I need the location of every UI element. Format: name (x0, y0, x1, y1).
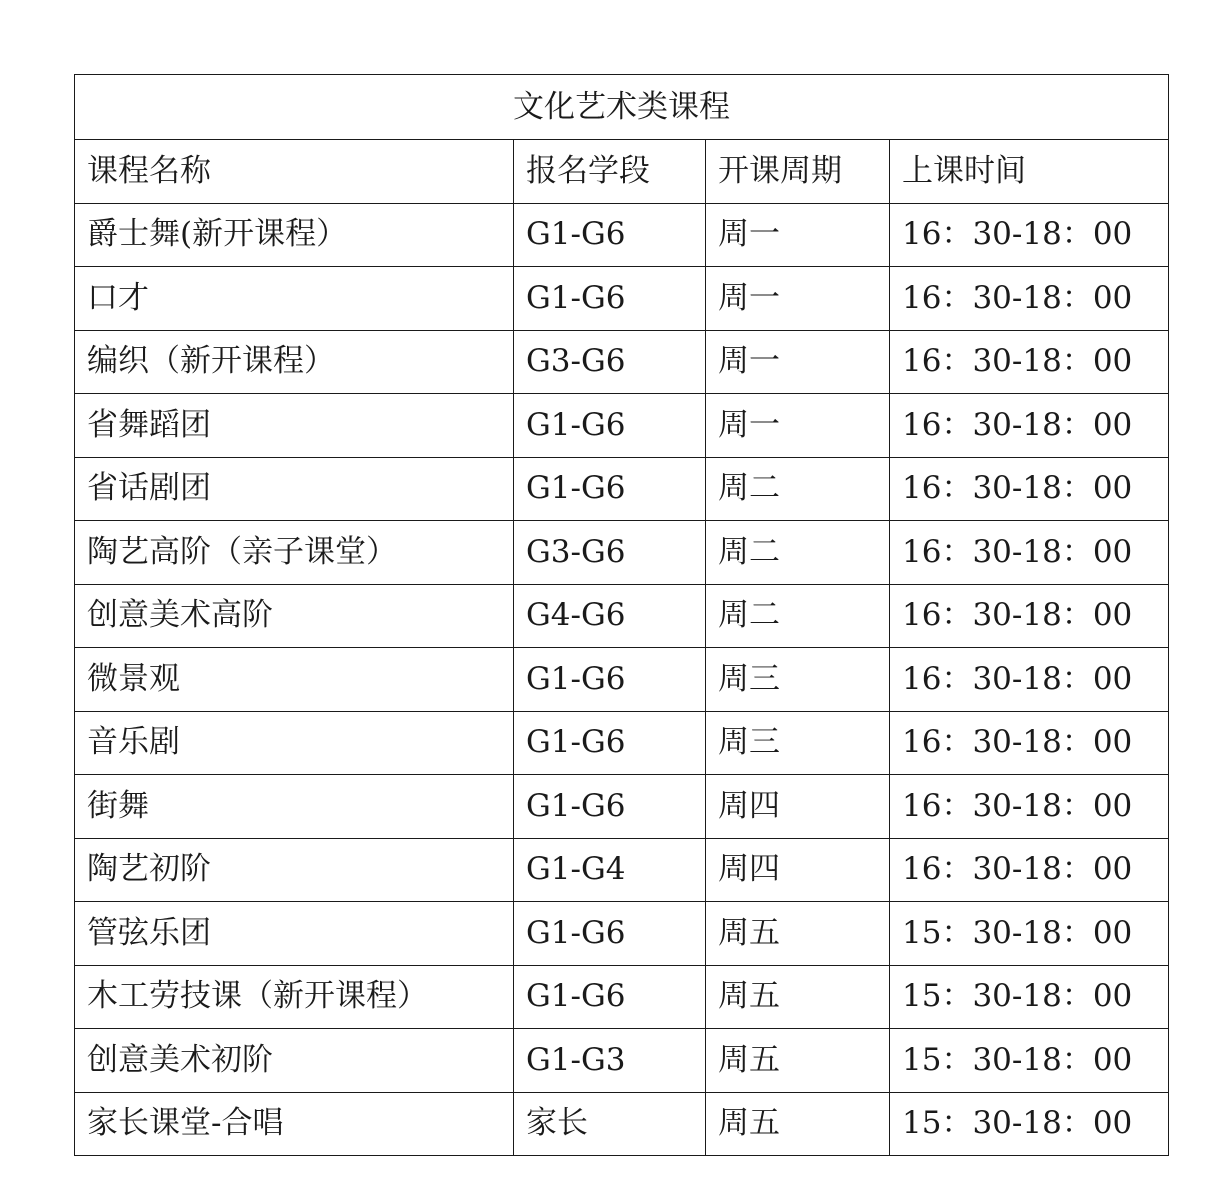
table-row (75, 521, 1169, 585)
course-table (74, 74, 1169, 1156)
weekday-cell: 周一 (706, 330, 890, 394)
class-time-cell: 15：30-18：00 (890, 1092, 1169, 1156)
weekday-cell: 周二 (706, 521, 890, 585)
table-row (75, 838, 1169, 902)
grade-range-cell: G1-G6 (514, 457, 706, 521)
table-row (75, 648, 1169, 712)
course-name-cell: 管弦乐团 (75, 902, 514, 966)
title-row (75, 75, 1169, 140)
class-time-cell: 16：30-18：00 (890, 838, 1169, 902)
weekday-cell: 周一 (706, 203, 890, 267)
course-name-cell: 编织（新开课程） (75, 330, 514, 394)
table-row (75, 394, 1169, 458)
grade-range-cell: G1-G6 (514, 648, 706, 712)
grade-range-cell: G1-G6 (514, 902, 706, 966)
class-time-cell: 16：30-18：00 (890, 457, 1169, 521)
table-row (75, 267, 1169, 331)
course-name-cell: 爵士舞(新开课程） (75, 203, 514, 267)
header-row (75, 140, 1169, 204)
course-name-cell: 陶艺高阶（亲子课堂） (75, 521, 514, 585)
weekday-cell: 周一 (706, 394, 890, 458)
table-row (75, 965, 1169, 1029)
grade-range-cell: G1-G3 (514, 1029, 706, 1093)
weekday-cell: 周二 (706, 584, 890, 648)
class-time-cell: 15：30-18：00 (890, 902, 1169, 966)
grade-range-cell: G1-G4 (514, 838, 706, 902)
course-schedule-sheet (74, 74, 1168, 1156)
course-name-cell: 街舞 (75, 775, 514, 839)
table-body (75, 75, 1169, 1156)
course-name-cell: 陶艺初阶 (75, 838, 514, 902)
course-name-cell: 省话剧团 (75, 457, 514, 521)
table-row (75, 203, 1169, 267)
grade-range-cell: G1-G6 (514, 394, 706, 458)
grade-range-cell: G1-G6 (514, 711, 706, 775)
course-name-cell: 创意美术高阶 (75, 584, 514, 648)
class-time-cell: 16：30-18：00 (890, 267, 1169, 331)
class-time-cell: 16：30-18：00 (890, 330, 1169, 394)
class-time-cell: 15：30-18：00 (890, 965, 1169, 1029)
class-time-cell: 16：30-18：00 (890, 711, 1169, 775)
class-time-cell: 16：30-18：00 (890, 394, 1169, 458)
table-row (75, 1029, 1169, 1093)
class-time-cell: 16：30-18：00 (890, 203, 1169, 267)
weekday-cell: 周二 (706, 457, 890, 521)
course-name-cell: 音乐剧 (75, 711, 514, 775)
class-time-cell: 16：30-18：00 (890, 584, 1169, 648)
header-class-time: 上课时间 (890, 140, 1169, 204)
grade-range-cell: G1-G6 (514, 203, 706, 267)
weekday-cell: 周五 (706, 1029, 890, 1093)
course-name-cell: 家长课堂-合唱 (75, 1092, 514, 1156)
weekday-cell: 周三 (706, 648, 890, 712)
grade-range-cell: G3-G6 (514, 521, 706, 585)
table-title: 文化艺术类课程 (75, 75, 1169, 140)
grade-range-cell: G4-G6 (514, 584, 706, 648)
grade-range-cell: G1-G6 (514, 267, 706, 331)
class-time-cell: 15：30-18：00 (890, 1029, 1169, 1093)
header-course-name: 课程名称 (75, 140, 514, 204)
weekday-cell: 周四 (706, 775, 890, 839)
grade-range-cell: G3-G6 (514, 330, 706, 394)
table-row (75, 775, 1169, 839)
class-time-cell: 16：30-18：00 (890, 521, 1169, 585)
weekday-cell: 周五 (706, 965, 890, 1029)
course-name-cell: 微景观 (75, 648, 514, 712)
weekday-cell: 周五 (706, 902, 890, 966)
class-time-cell: 16：30-18：00 (890, 775, 1169, 839)
course-name-cell: 创意美术初阶 (75, 1029, 514, 1093)
table-row (75, 330, 1169, 394)
grade-range-cell: 家长 (514, 1092, 706, 1156)
grade-range-cell: G1-G6 (514, 775, 706, 839)
weekday-cell: 周三 (706, 711, 890, 775)
table-row (75, 1092, 1169, 1156)
weekday-cell: 周四 (706, 838, 890, 902)
weekday-cell: 周一 (706, 267, 890, 331)
course-name-cell: 口才 (75, 267, 514, 331)
table-row (75, 584, 1169, 648)
class-time-cell: 16：30-18：00 (890, 648, 1169, 712)
header-weekday: 开课周期 (706, 140, 890, 204)
weekday-cell: 周五 (706, 1092, 890, 1156)
table-row (75, 457, 1169, 521)
table-row (75, 711, 1169, 775)
course-name-cell: 木工劳技课（新开课程） (75, 965, 514, 1029)
course-name-cell: 省舞蹈团 (75, 394, 514, 458)
grade-range-cell: G1-G6 (514, 965, 706, 1029)
table-row (75, 902, 1169, 966)
header-grade-range: 报名学段 (514, 140, 706, 204)
